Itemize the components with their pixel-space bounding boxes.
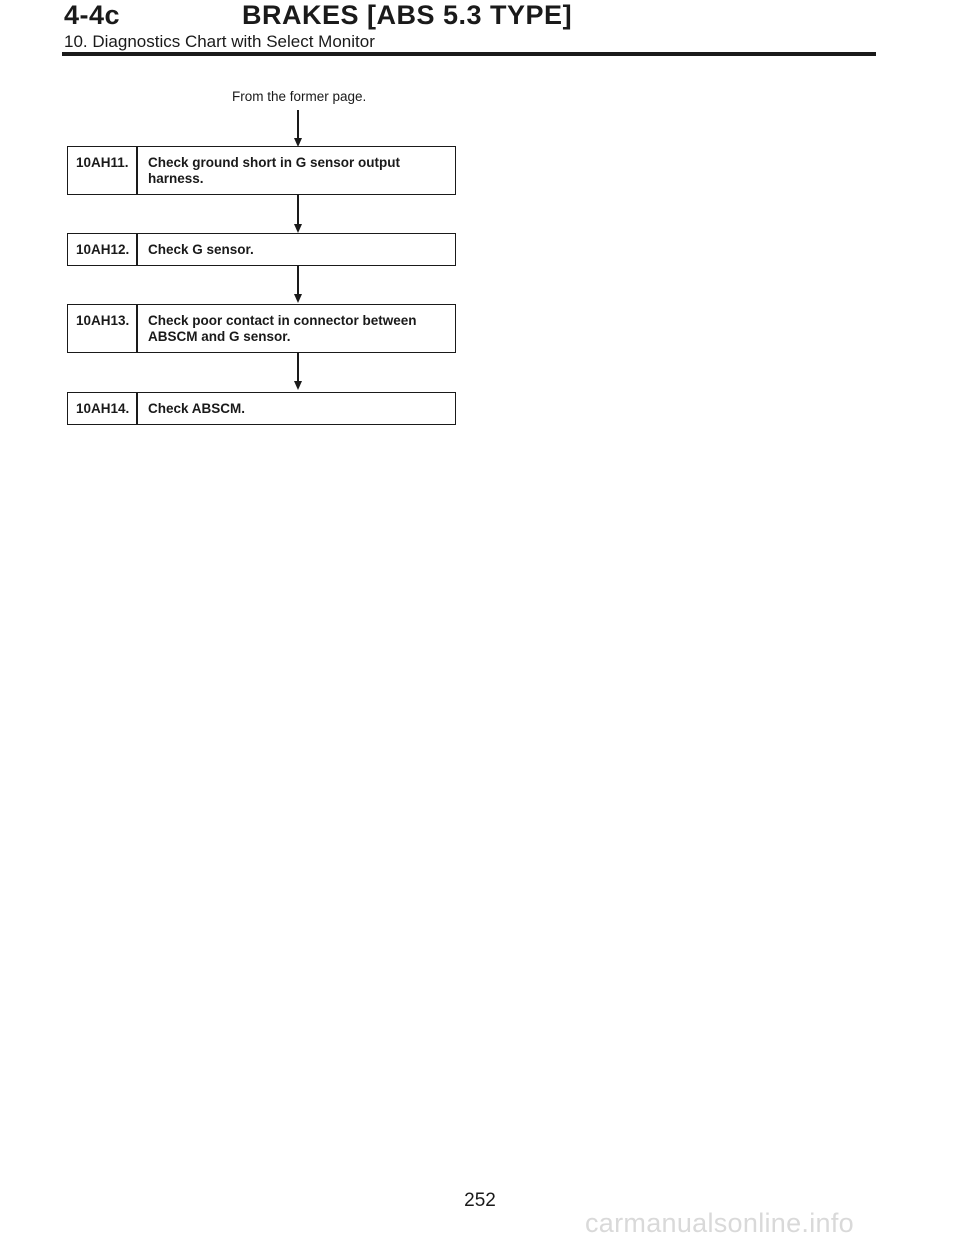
flow-connector bbox=[297, 353, 299, 383]
from-former-page-note: From the former page. bbox=[232, 89, 367, 104]
arrow-down-icon bbox=[294, 381, 302, 390]
step-text: Check G sensor. bbox=[148, 242, 254, 257]
flow-step bbox=[67, 392, 456, 425]
arrow-down-icon bbox=[294, 224, 302, 233]
step-id: 10AH12. bbox=[68, 234, 138, 265]
flow-step bbox=[67, 233, 456, 266]
step-text: Check ground short in G sensor output harness. bbox=[148, 155, 401, 186]
page-subtitle: 10. Diagnostics Chart with Select Monitor bbox=[64, 32, 375, 51]
step-id: 10AH14. bbox=[68, 393, 138, 424]
header-rule bbox=[62, 52, 876, 56]
step-text: Check poor contact in connector between ABSCM and G sensor. bbox=[148, 313, 417, 344]
flow-step bbox=[67, 146, 456, 195]
arrow-down-icon bbox=[294, 294, 302, 303]
step-text: Check ABSCM. bbox=[148, 401, 246, 416]
flow-connector bbox=[297, 266, 299, 296]
flow-connector bbox=[297, 110, 299, 140]
flow-step bbox=[67, 304, 456, 353]
page-number: 252 bbox=[464, 1190, 496, 1211]
page-title: BRAKES [ABS 5.3 TYPE] bbox=[242, 0, 573, 30]
watermark: carmanualsonline.info bbox=[585, 1208, 854, 1238]
step-id: 10AH11. bbox=[68, 147, 138, 194]
step-id: 10AH13. bbox=[68, 305, 138, 352]
flow-connector bbox=[297, 195, 299, 226]
section-number: 4-4c bbox=[64, 0, 121, 30]
